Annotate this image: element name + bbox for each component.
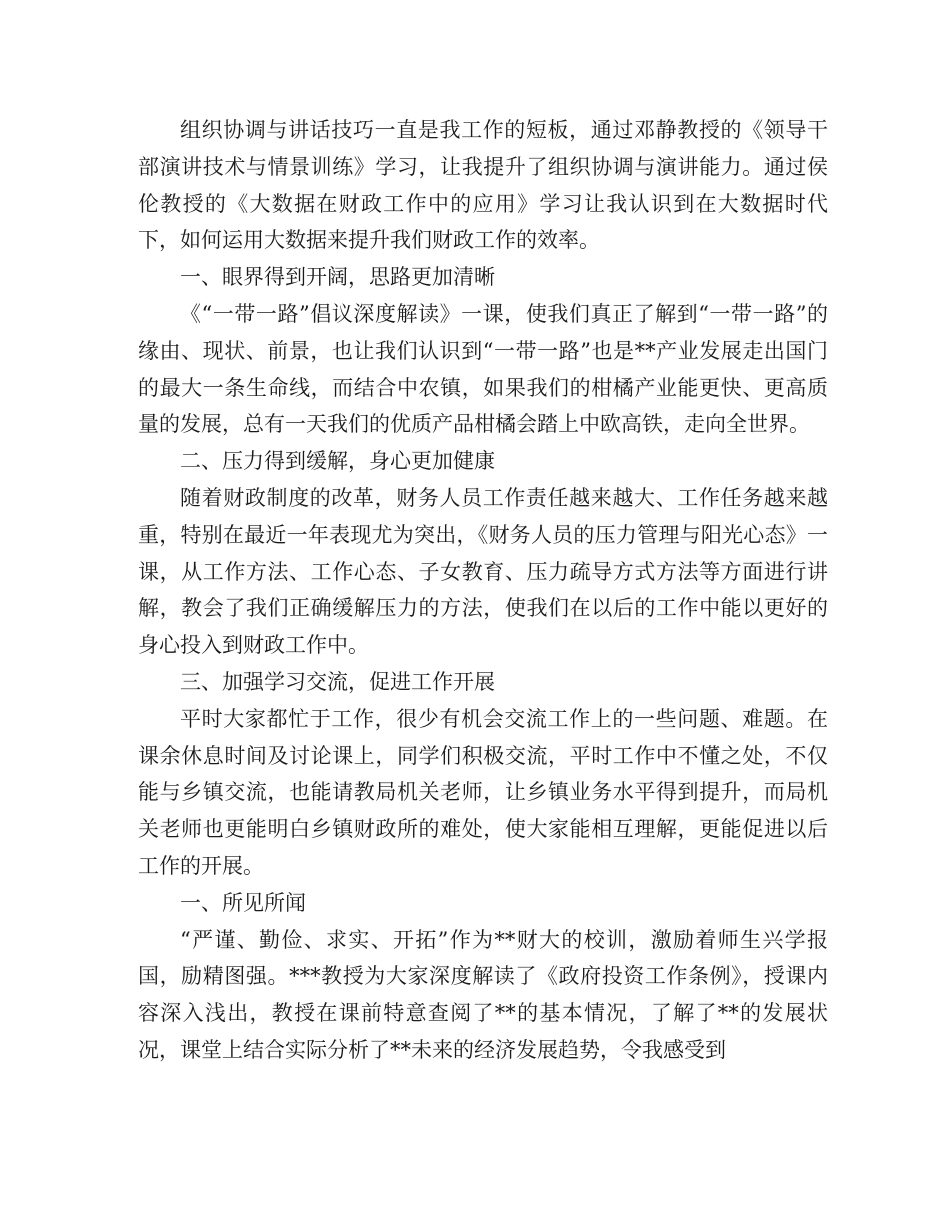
section-heading-horizons: 一、眼界得到开阔，思路更加清晰 [180,265,495,290]
exchange-paragraph: 平时大家都忙于工作，很少有机会交流工作上的一些问题、难题。在课余休息时间及讨论课上，同学们积极交流，平时工作中不懂之处，不仅能与乡镇交流，也能请教局机关老师，让乡镇业务水平得到提升，而局机关老师也更能明白乡镇财政所的难处，使大家能相互理解，更能促进以后工作的开展。 [138,706,828,878]
document-body [138,112,828,1069]
intro-paragraph: 组织协调与讲话技巧一直是我工作的短板，通过邓静教授的《领导干部演讲技术与情景训练》学习，让我提升了组织协调与演讲能力。通过侯伦教授的《大数据在财政工作中的应用》学习让我认识到在大数据时代下，如何运用大数据来提升我们财政工作的效率。 [138,118,828,253]
pressure-paragraph: 随着财政制度的改革，财务人员工作责任越来越大、工作任务越来越重，特别在最近一年表现尤为突出，《财务人员的压力管理与阳光心态》一课，从工作方法、工作心态、子女教育、压力疏导方式方法等方面进行讲解，教会了我们正确缓解压力的方法，使我们在以后的工作中能以更好的身心投入到财政工作中。 [138,485,828,658]
section-heading-exchange: 三、加强学习交流，促进工作开展 [180,669,495,694]
section-heading-observations: 一、所见所闻 [180,890,306,915]
belt-and-road-paragraph: 《“一带一路”倡议深度解读》一课，使我们真正了解到“一带一路”的缘由、现状、前景，也让我们认识到“一带一路”也是**产业发展走出国门的最大一条生命线，而结合中农镇，如果我们的柑橘产业能更快、更高质量的发展，总有一天我们的优质产品柑橘会踏上中欧高铁，走向全世界。 [138,301,828,437]
observations-paragraph: “严谨、勤俭、求实、开拓”作为**财大的校训，激励着师生兴学报国，励精图强。***教授为大家深度解读了《政府投资工作条例》，授课内容深入浅出，教授在课前特意查阅了**的基本情况，了解了**的发展状况，课堂上结合实际分析了**未来的经济发展趋势，令我感受到 [138,927,828,1062]
section-heading-pressure: 二、压力得到缓解，身心更加健康 [180,449,495,474]
